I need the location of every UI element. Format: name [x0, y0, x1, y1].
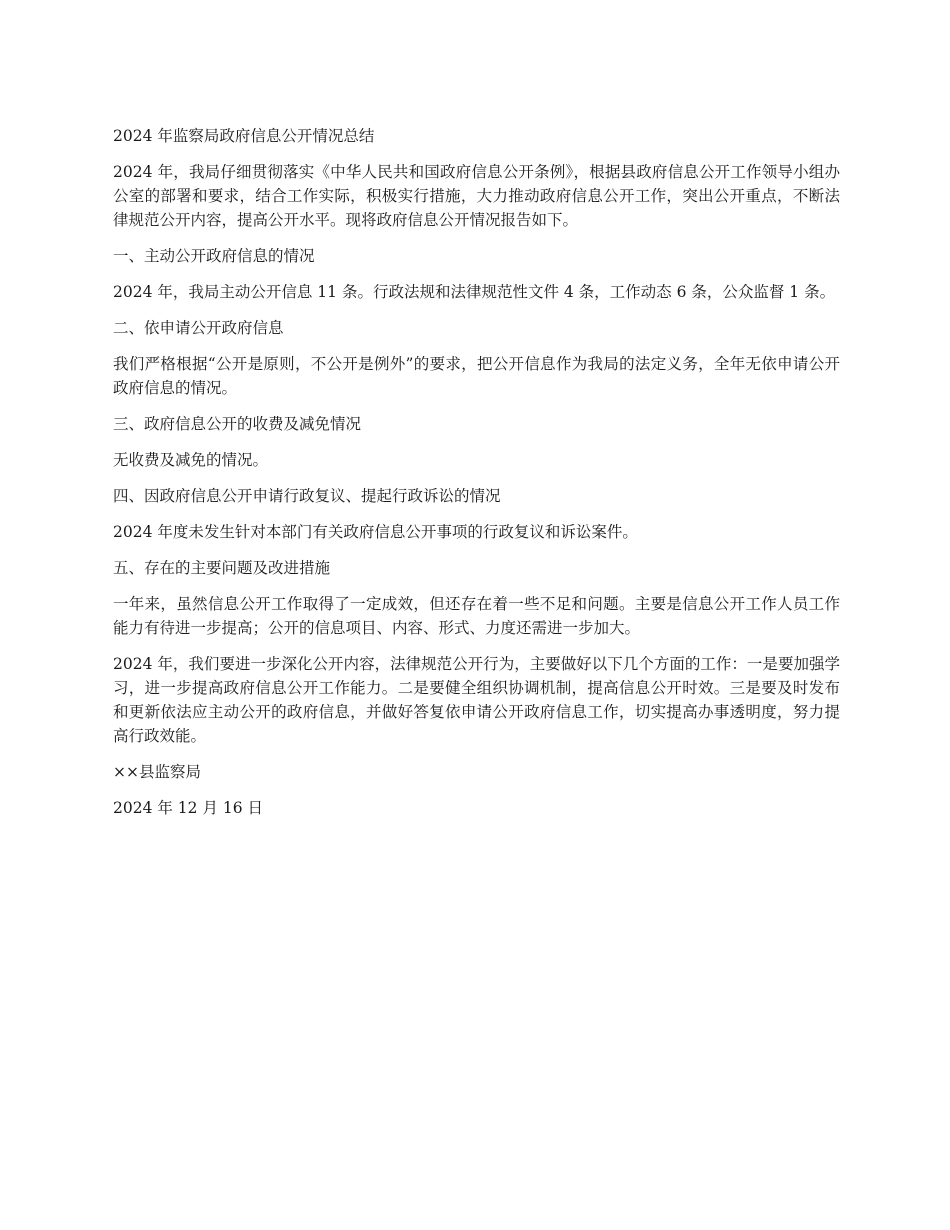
- section-body-5: 一年来，虽然信息公开工作取得了一定成效，但还存在着一些不足和问题。主要是信息公开工作人员工作能力有待进一步提高；公开的信息项目、内容、形式、力度还需进一步加大。: [113, 595, 840, 637]
- document-date: 2024 年 12 月 16 日: [113, 799, 264, 817]
- section-body-3: 无收费及减免的情况。: [113, 451, 269, 469]
- section-body-5-continued: 2024 年，我们要进一步深化公开内容，法律规范公开行为，主要做好以下几个方面的工作：一是要加强学习，进一步提高政府信息公开工作能力。二是要健全组织协调机制，提高信息公开时效。三是要及时发布和更新依法应主动公开的政府信息，并做好答复依申请公开政府信息工作，切实提高办事透明度，努力提高行政效能。: [113, 655, 840, 745]
- section-heading-1: 一、主动公开政府信息的情况: [113, 247, 315, 265]
- section-body-4: 2024 年度未发生针对本部门有关政府信息公开事项的行政复议和诉讼案件。: [113, 523, 638, 541]
- intro-paragraph: 2024 年，我局仔细贯彻落实《中华人民共和国政府信息公开条例》，根据县政府信息公开工作领导小组办公室的部署和要求，结合工作实际，积极实行措施，大力推动政府信息公开工作，突出公开重点，不断法律规范公开内容，提高公开水平。现将政府信息公开情况报告如下。: [113, 163, 840, 229]
- document-title: 2024 年监察局政府信息公开情况总结: [113, 127, 375, 145]
- signature: ××县监察局: [113, 763, 201, 781]
- section-heading-4: 四、因政府信息公开申请行政复议、提起行政诉讼的情况: [113, 487, 501, 505]
- section-body-1: 2024 年，我局主动公开信息 11 条。行政法规和法律规范性文件 4 条，工作动态 6 条，公众监督 1 条。: [113, 283, 836, 301]
- section-body-2: 我们严格根据“公开是原则，不公开是例外”的要求，把公开信息作为我局的法定义务，全年无依申请公开政府信息的情况。: [113, 355, 840, 397]
- section-heading-5: 五、存在的主要问题及改进措施: [113, 559, 331, 577]
- document-page: [113, 124, 840, 832]
- section-heading-2: 二、依申请公开政府信息: [113, 319, 284, 337]
- section-heading-3: 三、政府信息公开的收费及减免情况: [113, 415, 362, 433]
